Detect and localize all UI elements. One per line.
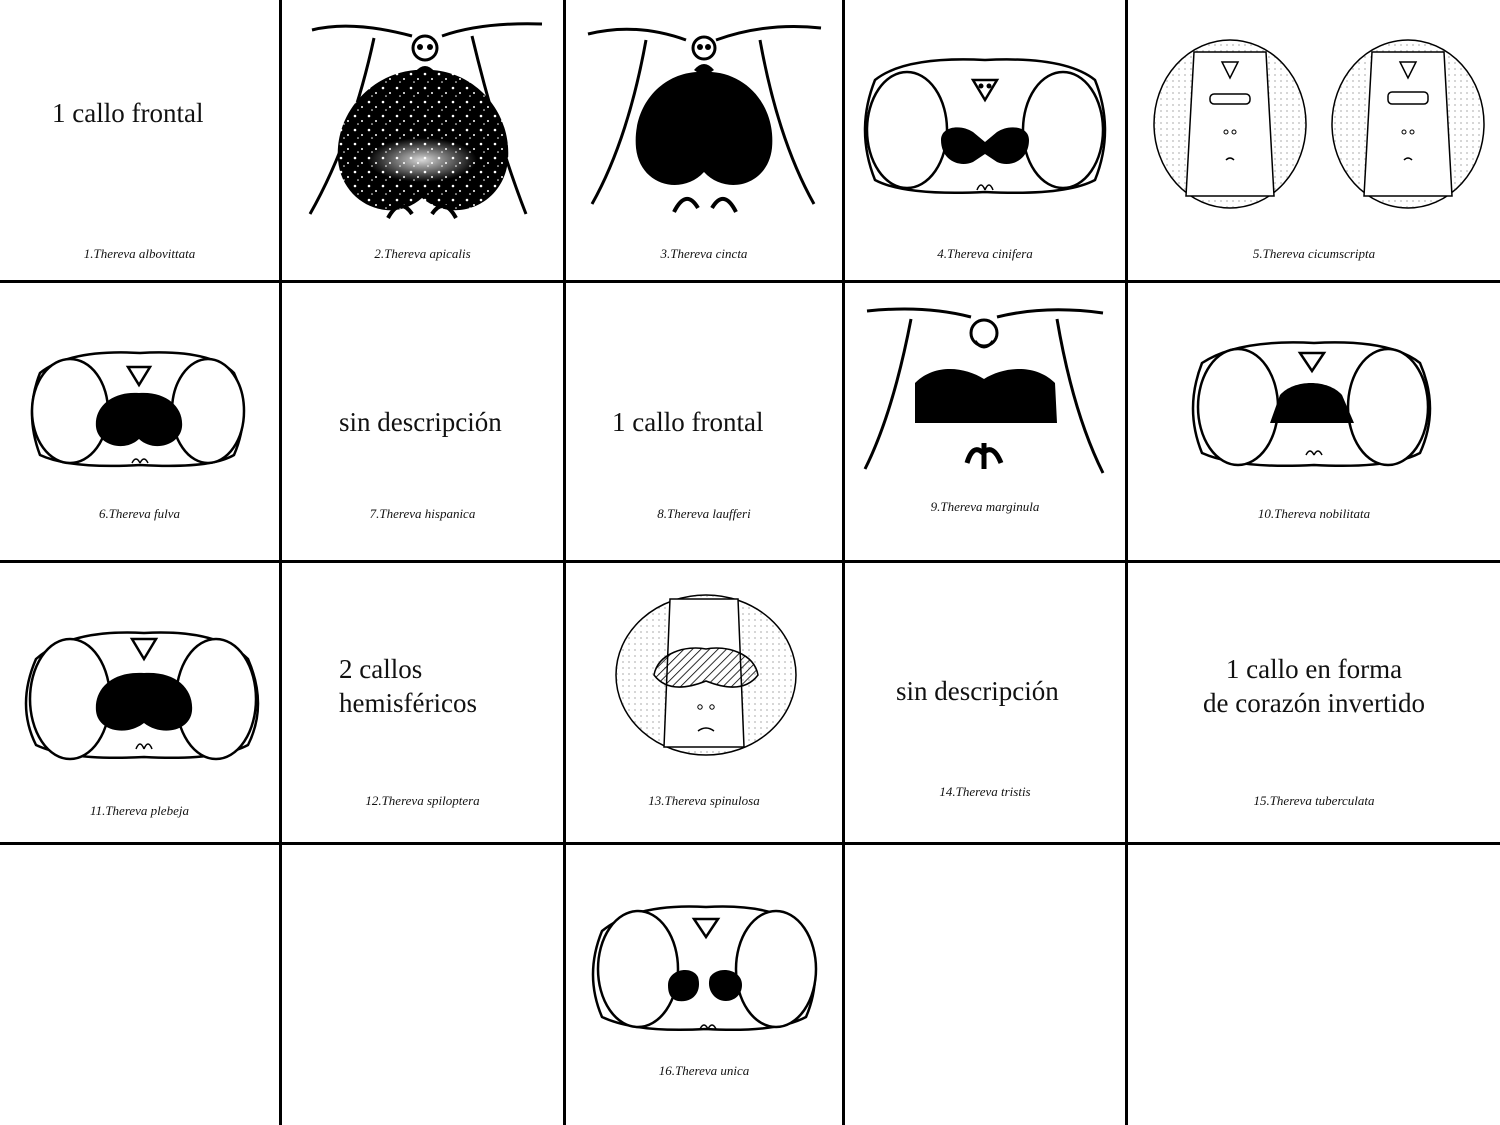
- grid-line-horizontal: [0, 560, 1500, 563]
- description-line-2: de corazón invertido: [1203, 688, 1425, 718]
- grid-line-horizontal: [0, 280, 1500, 283]
- cell-nobilitata: [1128, 283, 1500, 560]
- species-caption: 5.Thereva cicumscripta: [1252, 246, 1376, 261]
- cell-albovittata: [0, 0, 279, 280]
- head-illustration-apicalis: [282, 0, 563, 280]
- cell-empty: [845, 845, 1125, 1125]
- head-illustration-marginula: [845, 283, 1125, 560]
- head-illustration-plebeja: [0, 563, 279, 842]
- species-caption: 2.Thereva apicalis: [374, 246, 471, 261]
- cell-cinifera: [845, 0, 1125, 280]
- head-illustration-unica: [566, 845, 842, 1125]
- cell-spiloptera: [282, 563, 563, 842]
- description-text: sin descripción: [339, 407, 502, 437]
- species-caption: 9.Thereva marginula: [930, 499, 1040, 514]
- species-caption: 12.Thereva spiloptera: [365, 793, 480, 808]
- species-caption: 14.Thereva tristis: [939, 784, 1031, 799]
- cell-apicalis: [282, 0, 563, 280]
- head-illustration-cinifera: [845, 0, 1125, 280]
- cell-empty: [1128, 845, 1500, 1125]
- species-caption: 10.Thereva nobilitata: [1257, 506, 1371, 521]
- description-line-2: hemisféricos: [339, 688, 477, 718]
- cell-cicumscripta: [1128, 0, 1500, 280]
- species-caption: 8.Thereva laufferi: [657, 506, 751, 521]
- cell-fulva: [0, 283, 279, 560]
- cell-laufferi: [566, 283, 842, 560]
- head-illustration-cincta: [566, 0, 842, 280]
- description-line-1: 2 callos: [339, 654, 423, 684]
- species-caption: 11.Thereva plebeja: [90, 803, 189, 818]
- grid-line-horizontal: [0, 842, 1500, 845]
- cell-hispanica: [282, 283, 563, 560]
- species-caption: 4.Thereva cinifera: [937, 246, 1033, 261]
- species-caption: 7.Thereva hispanica: [369, 506, 476, 521]
- cell-cincta: [566, 0, 842, 280]
- description-text: 1 callo frontal: [52, 98, 204, 128]
- species-caption: 6.Thereva fulva: [98, 506, 181, 521]
- description-text: [1128, 652, 1500, 720]
- species-caption: 15.Thereva tuberculata: [1253, 793, 1375, 808]
- head-illustration-cicumscripta: [1128, 0, 1500, 280]
- cell-spinulosa: [566, 563, 842, 842]
- cell-plebeja: [0, 563, 279, 842]
- cell-tuberculata: [1128, 563, 1500, 842]
- description-line-1: 1 callo en forma: [1225, 654, 1403, 684]
- species-caption: 1.Thereva albovittata: [83, 246, 196, 261]
- cell-marginula: [845, 283, 1125, 560]
- description-text: sin descripción: [896, 676, 1059, 706]
- species-caption: 3.Thereva cincta: [660, 246, 748, 261]
- cell-empty: [0, 845, 279, 1125]
- description-text: 1 callo frontal: [612, 407, 764, 437]
- cell-unica: [566, 845, 842, 1125]
- description-text: [339, 652, 477, 720]
- species-caption: 13.Thereva spinulosa: [648, 793, 760, 808]
- species-caption: 16.Thereva unica: [658, 1063, 750, 1078]
- cell-empty: [282, 845, 563, 1125]
- cell-tristis: [845, 563, 1125, 842]
